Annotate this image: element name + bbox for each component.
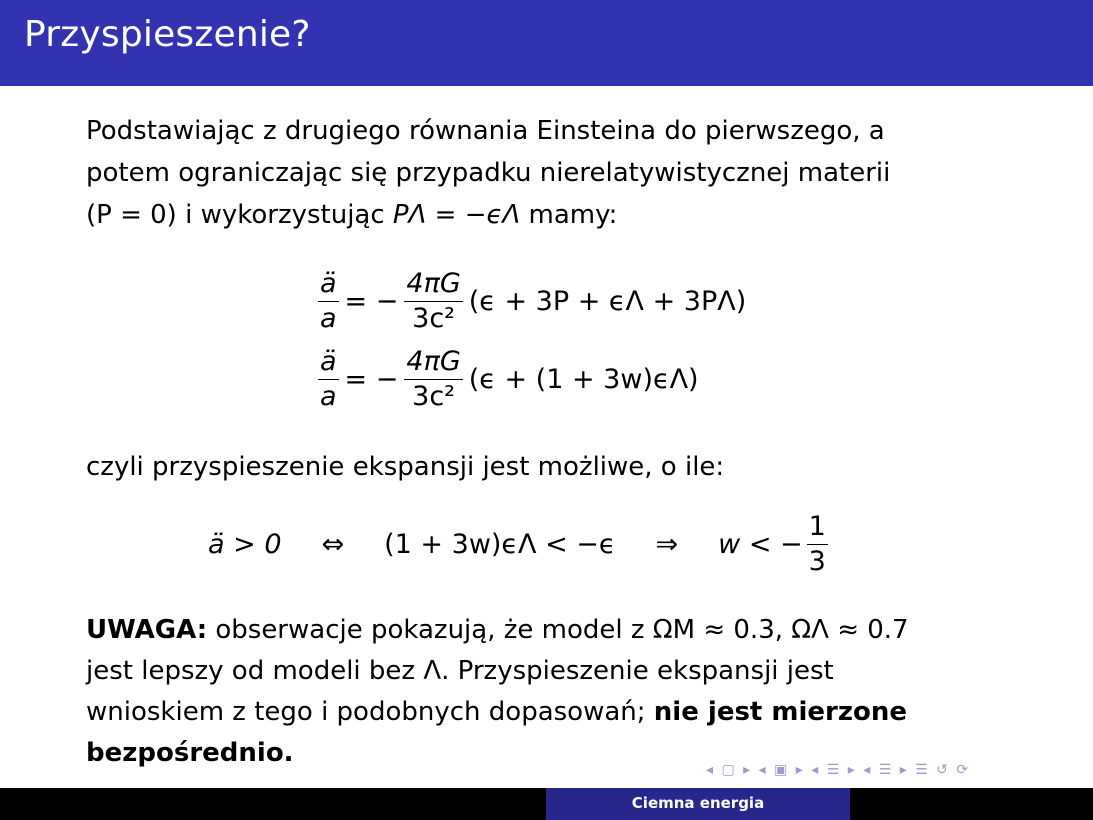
slide-title: Przyspieszenie? [24, 14, 311, 55]
eq1-fraction [404, 267, 462, 336]
cond-part-3: w < − [718, 529, 803, 560]
equation-2 [318, 340, 918, 418]
note-line-1-text: obserwacje pokazują, że model z ΩM ≈ 0.3, ΩΛ ≈ 0.7 [207, 615, 909, 645]
eq1-lhs-fraction [318, 267, 339, 336]
intro-line-2: potem ograniczając się przypadku nierelatywistycznej materii [86, 158, 891, 188]
eq2-equals: = − [344, 363, 399, 395]
footer-fill [850, 788, 1093, 820]
cond-iff-symbol: ⇔ [321, 529, 345, 560]
eq2-lhs-den: a [320, 380, 337, 412]
intro-paragraph [86, 110, 986, 236]
eq2-lhs-fraction [318, 345, 339, 414]
eq2-lhs-num: ä [320, 345, 337, 377]
footer-right-bar [546, 788, 1093, 820]
slide-titlebar [0, 0, 1093, 86]
intro-line-3-start: (P = 0) i wykorzystując [86, 200, 393, 230]
note-label: UWAGA: [86, 615, 208, 645]
cond-implies-symbol: ⇒ [655, 529, 679, 560]
footer-left-bar [0, 788, 546, 820]
note-emphasis-1: nie jest mierzone [653, 697, 908, 727]
note-line-3-text: wnioskiem z tego i podobnych dopasowań; [86, 697, 654, 727]
note-line-2: jest lepszy od modeli bez Λ. Przyspieszenie ekspansji jest [86, 656, 834, 686]
cond-fraction [807, 510, 828, 579]
note-emphasis-2: bezpośrednio. [86, 738, 294, 768]
eq2-frac-num: 4πG [406, 345, 461, 377]
eq1-lhs-den: a [320, 302, 337, 334]
acceleration-condition [208, 510, 928, 579]
intro-line-3 [86, 194, 986, 236]
note-line-1 [86, 610, 1006, 651]
eq2-rhs: (ϵ + (1 + 3w)ϵΛ) [468, 363, 699, 395]
note-line-3 [86, 692, 1006, 733]
intro-line-1: Podstawiając z drugiego równania Einsteina do pierwszego, a [86, 116, 885, 146]
intro-line-3-end: mamy: [520, 200, 618, 230]
equation-block [318, 262, 918, 418]
eq2-frac-den: 3c² [404, 379, 462, 414]
cond-part-2: (1 + 3w)ϵΛ < −ϵ [384, 529, 616, 560]
eq1-frac-num: 4πG [406, 267, 461, 299]
cond-frac-den: 3 [808, 546, 826, 577]
condition-intro: czyli przyspieszenie ekspansji jest możliwe, o ile: [86, 452, 725, 482]
eq2-fraction [404, 345, 462, 414]
cond-part-1: ä > 0 [208, 529, 282, 560]
cond-frac-num: 1 [808, 511, 826, 542]
beamer-navigation-icons[interactable]: ◂ ▢ ▸ ◂ ▣ ▸ ◂ ☰ ▸ ◂ ☰ ▸ ☰ ↺ ⟳ [706, 762, 971, 778]
note-paragraph [86, 610, 1006, 774]
footer-title: Ciemna energia [631, 794, 765, 812]
equation-1 [318, 262, 918, 340]
eq1-equals: = − [344, 285, 399, 317]
eq1-frac-den: 3c² [404, 301, 462, 336]
eq1-rhs: (ϵ + 3P + ϵΛ + 3PΛ) [468, 285, 747, 317]
eq1-lhs-num: ä [320, 267, 337, 299]
intro-line-3-math: PΛ = −ϵΛ [392, 200, 521, 230]
